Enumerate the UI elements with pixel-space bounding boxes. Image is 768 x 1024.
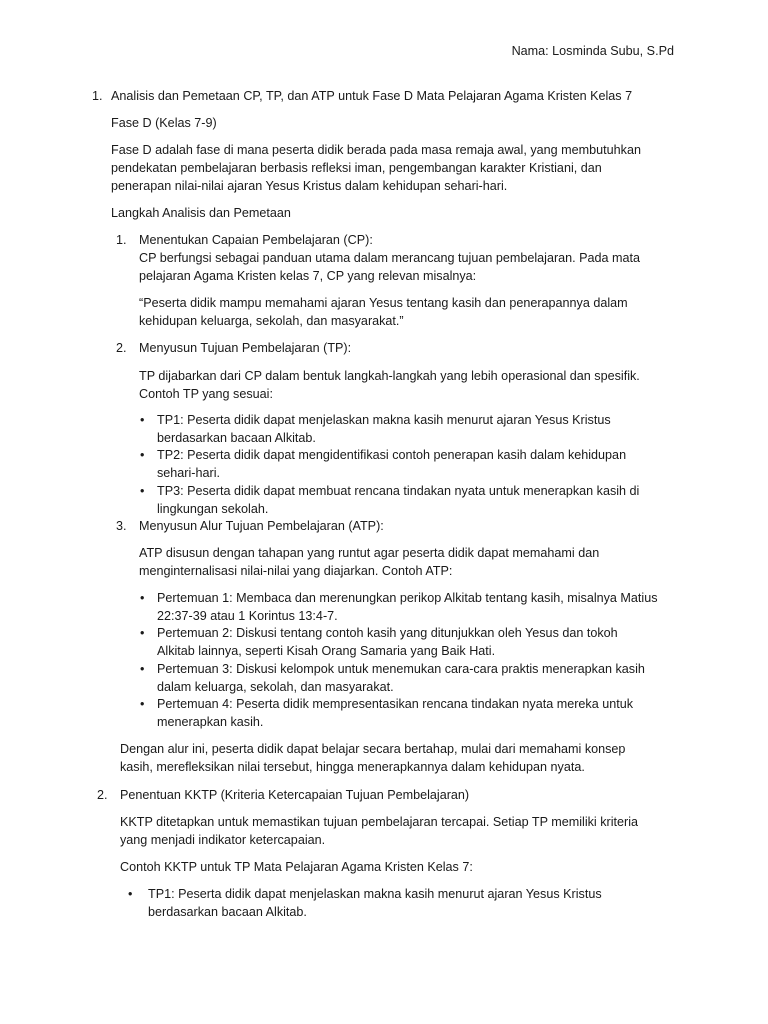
step-2-number: 2. bbox=[116, 341, 127, 355]
step-3-number: 3. bbox=[116, 519, 127, 533]
list-bullet: • bbox=[140, 413, 145, 427]
section-2-title: Penentuan KKTP (Kriteria Ketercapaian Tujuan Pembelajaran) bbox=[120, 788, 470, 802]
list-bullet: • bbox=[140, 484, 145, 498]
atp-list-item: Pertemuan 2: Diskusi tentang contoh kasih yang ditunjukkan oleh Yesus dan tokoh Alkitab lainnya, seperti Kisah Orang Samaria yang Baik Hati. bbox=[157, 626, 618, 658]
tp-list-item: TP1: Peserta didik dapat menjelaskan makna kasih menurut ajaran Yesus Kristus berdasarkan bacaan Alkitab. bbox=[157, 413, 611, 445]
atp-list-item: Pertemuan 4: Peserta didik mempresentasikan rencana tindakan nyata mereka untuk menerapkan kasih. bbox=[157, 697, 634, 729]
step-1-text: CP berfungsi sebagai panduan utama dalam merancang tujuan pembelajaran. Pada mata pelajaran Agama Kristen kelas 7, CP yang relevan misalnya: bbox=[139, 251, 641, 283]
step-2-text: TP dijabarkan dari CP dalam bentuk langkah-langkah yang lebih operasional dan spesifik. Contoh TP yang sesuai: bbox=[139, 369, 640, 401]
list-bullet: • bbox=[140, 697, 145, 711]
fase-intro-paragraph: Fase D adalah fase di mana peserta didik berada pada masa remaja awal, yang membutuhkan pendekatan pembelajaran berbasis refleksi iman, pengembangan karakter Kristiani, dan penerapan nilai-nilai ajaran Yesus Kristus dalam kehidupan sehari-hari. bbox=[111, 143, 641, 193]
step-3-heading: Menyusun Alur Tujuan Pembelajaran (ATP): bbox=[139, 519, 384, 533]
list-bullet: • bbox=[128, 887, 133, 901]
langkah-heading: Langkah Analisis dan Pemetaan bbox=[111, 206, 291, 220]
step-2-heading: Menyusun Tujuan Pembelajaran (TP): bbox=[139, 341, 352, 355]
step-3-text: ATP disusun dengan tahapan yang runtut agar peserta didik dapat memahami dan menginternalisasi nilai-nilai yang diajarkan. Contoh ATP: bbox=[139, 546, 600, 578]
kktp-list-item: TP1: Peserta didik dapat menjelaskan makna kasih menurut ajaran Yesus Kristus berdasarkan bacaan Alkitab. bbox=[148, 887, 602, 919]
step-1-heading: Menentukan Capaian Pembelajaran (CP): bbox=[139, 233, 373, 247]
author-name: Nama: Losminda Subu, S.Pd bbox=[511, 44, 674, 58]
atp-list-item: Pertemuan 3: Diskusi kelompok untuk menemukan cara-cara praktis menerapkan kasih dalam keluarga, sekolah, dan masyarakat. bbox=[157, 662, 645, 694]
section-1-title: Analisis dan Pemetaan CP, TP, dan ATP untuk Fase D Mata Pelajaran Agama Kristen Kelas 7 bbox=[111, 89, 633, 103]
list-bullet: • bbox=[140, 626, 145, 640]
step-1-number: 1. bbox=[116, 233, 127, 247]
section-2-number: 2. bbox=[97, 788, 108, 802]
tp-list-item: TP3: Peserta didik dapat membuat rencana tindakan nyata untuk menerapkan kasih di lingkungan sekolah. bbox=[157, 484, 640, 516]
kktp-text: KKTP ditetapkan untuk memastikan tujuan pembelajaran tercapai. Setiap TP memiliki kriteria yang menjadi indikator ketercapaian. bbox=[120, 815, 639, 847]
list-bullet: • bbox=[140, 662, 145, 676]
cp-quote: “Peserta didik mampu memahami ajaran Yesus tentang kasih dan penerapannya dalam kehidupan keluarga, sekolah, dan masyarakat.” bbox=[139, 296, 628, 328]
atp-list-item: Pertemuan 1: Membaca dan merenungkan perikop Alkitab tentang kasih, misalnya Matius 22:37-39 atau 1 Korintus 13:4-7. bbox=[157, 591, 658, 623]
list-bullet: • bbox=[140, 448, 145, 462]
section-1-number: 1. bbox=[92, 89, 103, 103]
closing-paragraph: Dengan alur ini, peserta didik dapat belajar secara bertahap, mulai dari memahami konsep kasih, merefleksikan nilai tersebut, hingga menerapkannya dalam kehidupan nyata. bbox=[120, 742, 626, 774]
tp-list-item: TP2: Peserta didik dapat mengidentifikasi contoh penerapan kasih dalam kehidupan sehari-hari. bbox=[157, 448, 627, 480]
kktp-example-heading: Contoh KKTP untuk TP Mata Pelajaran Agama Kristen Kelas 7: bbox=[120, 860, 473, 874]
fase-label: Fase D (Kelas 7-9) bbox=[111, 116, 217, 130]
list-bullet: • bbox=[140, 591, 145, 605]
